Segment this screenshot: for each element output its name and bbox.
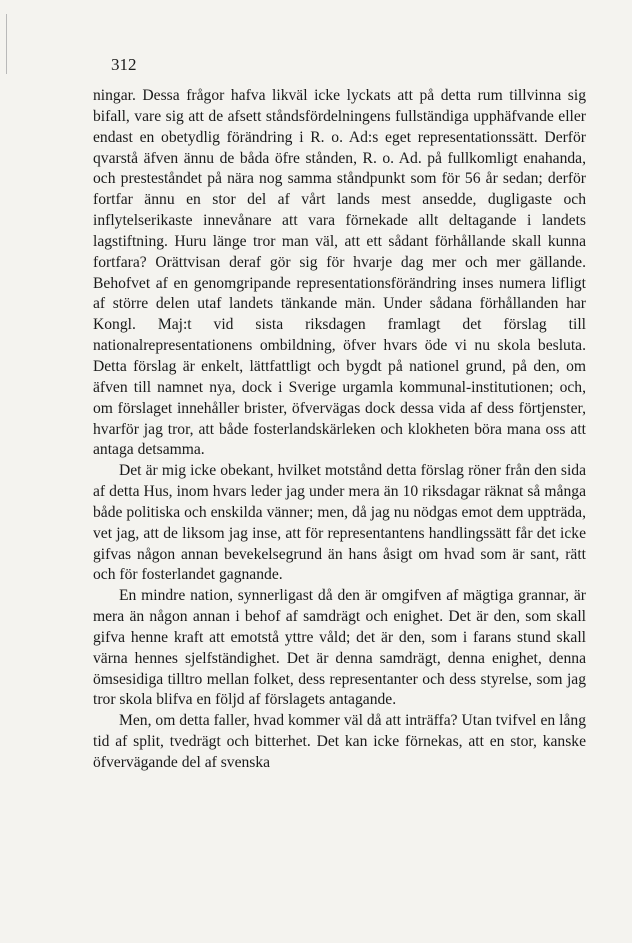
paragraph: ningar. Dessa frågor hafva likväl icke lyckats att på detta rum tillvinna sig bifall, vare sig att de afsett ståndsfördelningens fullständiga upphäfvande eller endast en obetydlig förändring i R. o. Ad:s eget representationssätt. Derför qvarstå äfven ännu de båda öfre stånden, R. o. Ad. på fullkomligt enahanda, och presteståndet på nära nog samma ståndpunkt som för 56 år sedan; derför fortfar ännu en stor del af vårt lands mest ansedde, dugligaste och inflytelserikaste innevånare att vara förnekade allt deltagande i landets lagstiftning. Huru länge tror man väl, att ett sådant förhållande skall kunna fortfara? Orättvisan deraf gör sig för hvarje dag mer och mer gällande. Behofvet af en genomgripande representationsförändring inses numera lifligt af större delen utaf landets tänkande män. Under sådana förhållanden har Kongl. Maj:t vid sista riksdagen framlagt det förslag till nationalrepresentationens ombildning, öfver hvars öde vi nu skola besluta. Detta förslag är enkelt, lättfattligt och bygdt på nationel grund, på den, om äfven till namnet nya, dock i Sverige urgamla kommunal-institutionen; och, om förslaget innehåller brister, öfvervägas dock dessa vida af dess förtjenster, hvarför jag tror, att både fosterlandskärleken och klokheten böra mana oss att antaga detsamma. [93,87,586,459]
paragraph: Men, om detta faller, hvad kommer väl då att inträffa? Utan tvifvel en lång tid af split, tvedrägt och bitterhet. Det kan icke förnekas, att en stor, kanske öfvervägande del af svenska [93,712,586,771]
scan-edge-line [6,14,7,74]
paragraph: En mindre nation, synnerligast då den är omgifven af mägtiga grannar, är mera än någon annan i behof af samdrägt och enighet. Det är den, som skall gifva henne kraft att emotstå yttre våld; det är den, som i farans stund skall värna hennes sjelfständighet. Det är denna samdrägt, denna enighet, denna ömsesidiga tilltro mellan folket, dess representanter och dess styrelse, som jag tror skola blifva en följd af förslagets antagande. [93,587,586,709]
body-text [93,86,586,774]
page-number: 312 [111,55,137,74]
paragraph: Det är mig icke obekant, hvilket motstånd detta förslag röner från den sida af detta Hus, inom hvars leder jag under mera än 10 riksdagar räknat så många både politiska och enskilda vänner; men, då jag nu nödgas emot dem uppträda, vet jag, att de liksom jag inse, att för representantens handlingssätt får det icke gifvas någon annan bevekelsegrund än hans åsigt om hvad som är sant, rätt och för fosterlandet gagnande. [93,462,586,584]
